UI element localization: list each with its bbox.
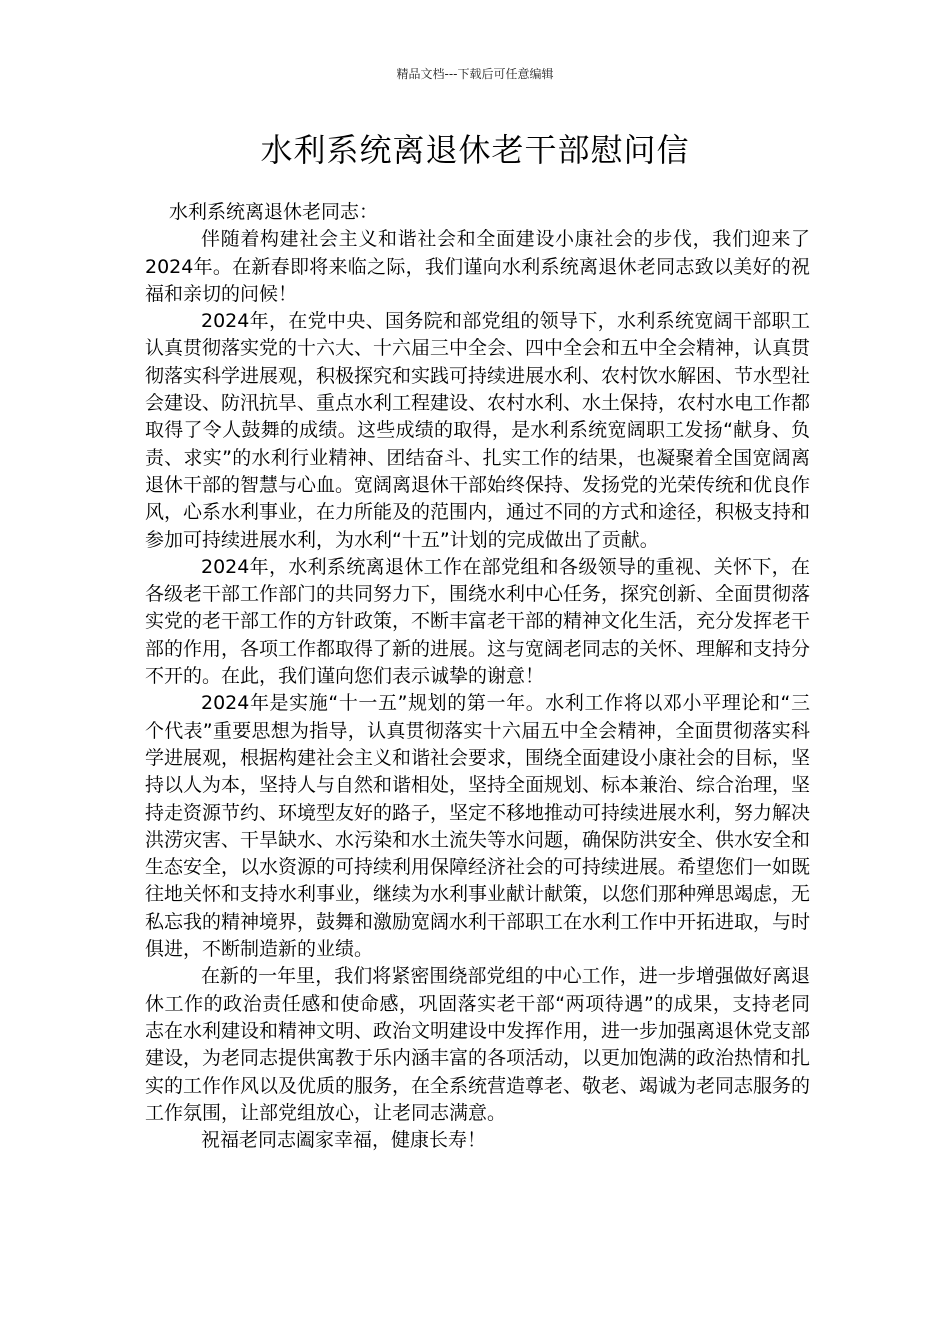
document-title: 水利系统离退休老干部慰问信 [260, 131, 690, 169]
paragraph-new-year-commitment: 在新的一年里，我们将紧密围绕部党组的中心工作，进一步增强做好离退休工作的政治责任感和使命感，巩固落实老干部“两项待遇”的成果，支持老同志在水利建设和精神文明、政治文明建设中发挥作用，进一步加强离退休党支部建设，为老同志提供寓教于乐内涵丰富的各项活动，以更加饱满的政治热情和扎实的工作作风以及优质的服务，在全系统营造尊老、敬老、竭诚为老同志服务的工作氛围，让部党组放心，让老同志满意。 [145, 965, 811, 1124]
paragraph-plan-goals: 2024年是实施“十一五”规划的第一年。水利工作将以邓小平理论和“三个代表”重要思想为指导，认真贯彻落实十六届五中全会精神，全面贯彻落实科学进展观，根据构建社会主义和谐社会要求，围绕全面建设小康社会的目标，坚持以人为本，坚持人与自然和谐相处，坚持全面规划、标本兼治、综合治理，坚持走资源节约、环境型友好的路子，坚定不移地推动可持续进展水利，努力解决洪涝灾害、干旱缺水、水污染和水土流失等水问题，确保防洪安全、供水安全和生态安全，以水资源的可持续利用保障经济社会的可持续进展。希望您们一如既往地关怀和支持水利事业，继续为水利事业献计献策，以您们那种殚思竭虑，无私忘我的精神境界，鼓舞和激励宽阔水利干部职工在水利工作中开拓进取，与时俱进，不断制造新的业绩。 [145, 692, 811, 961]
paragraph-retiree-work: 2024年，水利系统离退休工作在部党组和各级领导的重视、关怀下，在各级老干部工作部门的共同努力下，围绕水利中心任务，探究创新、全面贯彻落实党的老干部工作的方针政策，不断丰富老干部的精神文化生活，充分发挥老干部的作用，各项工作都取得了新的进展。这与宽阔老同志的关怀、理解和支持分不开的。在此，我们谨向您们表示诚挚的谢意！ [145, 555, 811, 688]
letter-body [145, 199, 810, 1154]
paragraph-achievements: 2024年，在党中央、国务院和部党组的领导下，水利系统宽阔干部职工认真贯彻落实党的十六大、十六届三中全会、四中全会和五中全会精神，认真贯彻落实科学进展观，积极探究和实践可持续进展水利、农村饮水解困、节水型社会建设、防汛抗旱、重点水利工程建设、农村水利、水土保持，农村水电工作都取得了令人鼓舞的成绩。这些成绩的取得，是水利系统宽阔职工发扬“献身、负责、求实”的水利行业精神、团结奋斗、扎实工作的结果，也凝聚着全国宽阔离退休干部的智慧与心血。宽阔离退休干部始终保持、发扬党的光荣传统和优良作风，心系水利事业，在力所能及的范围内，通过不同的方式和途径，积极支持和参加可持续进展水利，为水利“十五”计划的完成做出了贡献。 [145, 310, 811, 551]
paragraph-greeting: 伴随着构建社会主义和谐社会和全面建设小康社会的步伐，我们迎来了2024年。在新春即将来临之际，我们谨向水利系统离退休老同志致以美好的祝福和亲切的问候！ [145, 228, 810, 305]
salutation: 水利系统离退休老同志： [169, 201, 379, 223]
paragraph-closing-blessing: 祝福老同志阖家幸福，健康长寿！ [201, 1129, 487, 1152]
page-header-watermark: 精品文档---下载后可任意编辑 [396, 67, 554, 81]
